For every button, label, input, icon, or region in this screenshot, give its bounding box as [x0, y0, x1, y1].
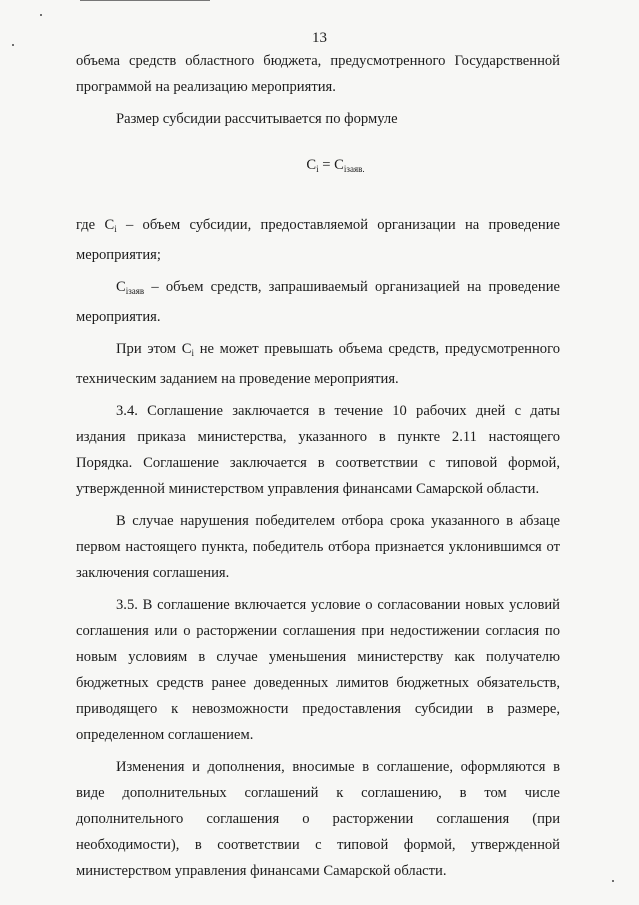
- def2-symbol-sub: iзаяв: [125, 286, 145, 296]
- formula-lhs: C: [306, 157, 317, 173]
- def-symbol-letter: C: [104, 217, 115, 233]
- formula-lhs-sub: i: [316, 164, 319, 174]
- def-symbol: [104, 217, 116, 233]
- paragraph-1: объема средств областного бюджета, предусмотренного Государственной программой на реализацию мероприятия.: [76, 53, 560, 95]
- document-body: [76, 48, 560, 884]
- def-symbol-sub: i: [114, 224, 117, 234]
- paragraph-definition-ci: [76, 212, 560, 268]
- def-lead: где: [76, 217, 105, 233]
- limit-symbol-sub: i: [191, 348, 194, 358]
- paragraph-3-4: 3.4. Соглашение заключается в течение 10 рабочих дней с даты издания приказа министерства, указанного в пункте 2.11 настоящего Порядка. Соглашение заключается в соответствии с типовой формой, утвержденной министерством управления финансами Самарской области.: [76, 403, 560, 497]
- page-number: 13: [312, 30, 327, 46]
- paragraph-limit: [76, 336, 560, 392]
- limit-symbol: [182, 341, 194, 357]
- def2-symbol-letter: C: [116, 279, 126, 295]
- scan-edge-line: [80, 0, 210, 1]
- def2-symbol: [116, 279, 144, 295]
- paragraph-3-5: 3.5. В соглашение включается условие о согласовании новых условий соглашения или о расторжении соглашения при недостижении согласия по новым условиям в случае уменьшения министерству как получателю бюджетных средств ранее доведенных лимитов бюджетных обязательств, приводящего к невозможности предоставления субсидии в размере, определенном соглашением.: [76, 597, 560, 743]
- def2-text: – объем средств, запрашиваемый организацией на проведение мероприятия.: [76, 279, 560, 325]
- paragraph-amendments: Изменения и дополнения, вносимые в соглашение, оформляются в виде дополнительных соглашений к соглашению, в том числе дополнительного соглашения о расторжении соглашения (при необходимости), в соответствии с типовой формой, утвержденной министерством управления финансами Самарской области.: [76, 759, 560, 879]
- def-text: – объем субсидии, предоставляемой организации на проведение мероприятия;: [76, 217, 560, 263]
- paragraph-formula-intro: Размер субсидии рассчитывается по формуле: [116, 111, 398, 127]
- formula-eq: =: [318, 157, 335, 173]
- limit-lead: При этом: [116, 341, 182, 357]
- paragraph-violation: В случае нарушения победителем отбора срока указанного в абзаце первом настоящего пункта, победитель отбора признается уклонившимся от заключения соглашения.: [76, 513, 560, 581]
- formula-rhs-sub: iзаяв.: [343, 164, 365, 174]
- formula-rhs: C: [334, 157, 344, 173]
- limit-text: не может превышать объема средств, предусмотренного техническим заданием на проведение мероприятия.: [76, 341, 560, 387]
- subsidy-formula: [76, 152, 560, 182]
- paragraph-definition-cizayav: [76, 274, 560, 330]
- scan-speck: [40, 14, 42, 16]
- scan-speck: [612, 880, 614, 882]
- limit-symbol-letter: C: [181, 341, 192, 357]
